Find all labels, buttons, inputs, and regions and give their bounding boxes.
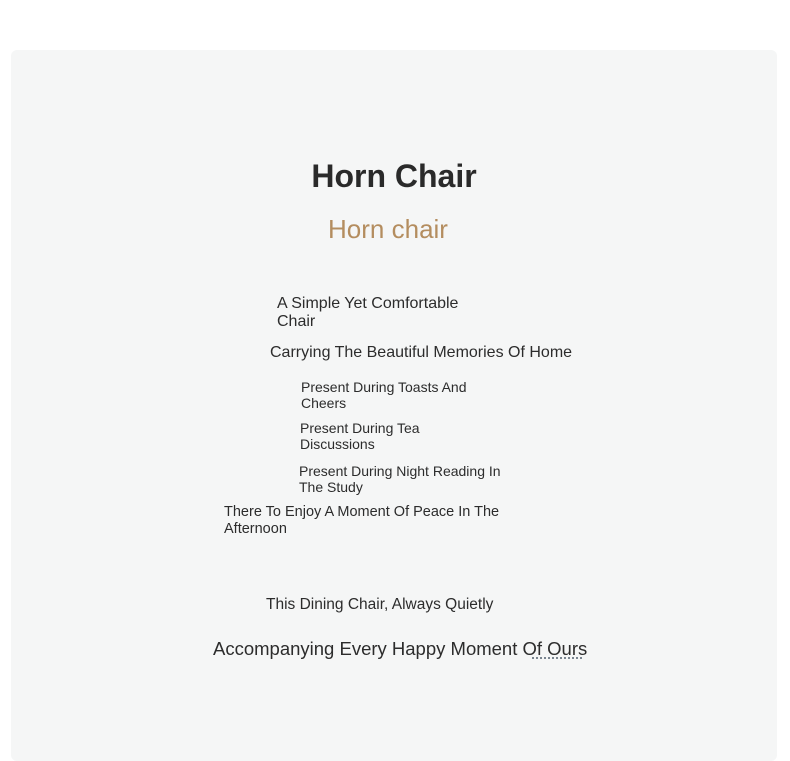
page-subtitle: Horn chair xyxy=(328,214,448,244)
poem-line-3: Present During Toasts And Cheers xyxy=(301,379,467,412)
page-title: Horn Chair xyxy=(311,158,477,194)
poem-line-5: Present During Night Reading In The Study xyxy=(299,463,501,496)
poem-line-1: A Simple Yet Comfortable Chair xyxy=(277,295,459,331)
content-panel xyxy=(11,50,777,761)
poem-line-7: This Dining Chair, Always Quietly xyxy=(266,596,494,613)
poem-line-6: There To Enjoy A Moment Of Peace In The Afternoon xyxy=(224,504,500,537)
poem-line-8: Accompanying Every Happy Moment Of Ours xyxy=(213,638,588,659)
poem-line-2: Carrying The Beautiful Memories Of Home xyxy=(270,344,573,361)
dotted-underline-decoration xyxy=(532,657,582,659)
poem-line-4: Present During Tea Discussions xyxy=(300,420,420,453)
